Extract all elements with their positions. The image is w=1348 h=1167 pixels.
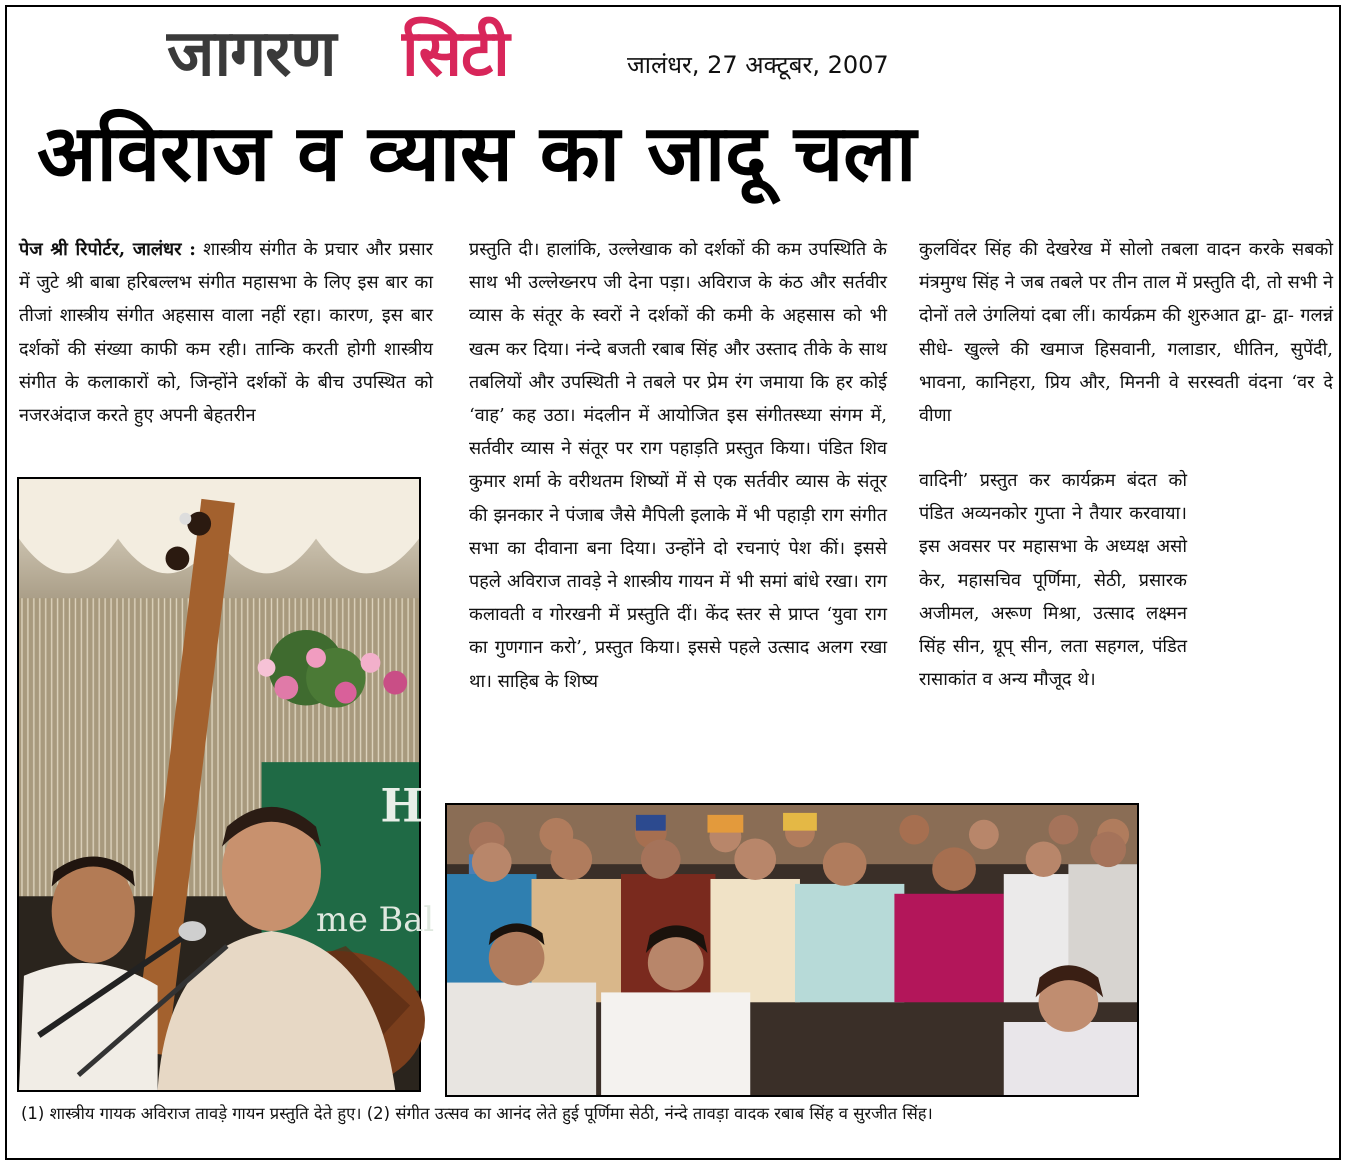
headline: अविराज व व्यास का जादू चला xyxy=(37,109,917,199)
masthead-brand-jagran: जागरण xyxy=(167,17,336,91)
banner-letter: H xyxy=(380,778,424,833)
column-1-text: शास्त्रीय संगीत के प्रचार और प्रसार में जुटे श्री बाबा हरिबल्लभ संगीत महासभा के लिए इस बार का तीजां शास्त्रीय संगीत अहसास वाला नहीं रहा। कारण, इस बार दर्शकों की संख्या काफी कम रही। तान्कि करती होगी शास्त्रीय संगीत के कलाकारों को, जिन्होंने दर्शकों के बीच उपस्थित को नजरअंदाज करते हुए अपनी बेहतरीन xyxy=(19,239,433,427)
article-column-1 xyxy=(19,233,433,465)
column-2-text: प्रस्तुति दी। हालांकि, उल्लेखाक को दर्शकों की कम उपस्थिति के साथ भी उल्लेख्नरप जी देना पड़ा। अविराज के कंठ और सर्तवीर व्यास के संतूर के स्वरों ने दर्शकों की कमी के अहसास को भी खत्म कर दिया। नंन्दे बजती रबाब सिंह और उस्ताद तीके के साथ तबलियों और उपस्थिती ने तबले पर प्रेम रंग जमाया कि हर कोई ‘वाह’ कह उठा। मंदलीन में आयोजित इस संगीतस्ध्या संगम में, सर्तवीर व्यास ने संतूर पर राग पहाड़ति प्रस्तुत किया। पंडित शिव कुमार शर्मा के वरीथतम शिष्यों में से एक सर्तवीर व्यास के संतूर की झनकार ने पंजाब जैसे मैपिली इलाके में भी पहाड़ी राग संगीत सभा का दीवाना बना दिया। उन्होंने दो रचनाएं पेश कीं। इससे पहले अविराज तावड़े ने शास्त्रीय गायन में भी समां बांधे रखा। राग कलावती व गोरखनी में प्रस्तुति दीं। केंद स्तर से प्राप्त ‘युवा राग का गुणगान करो’, प्रस्तुत किया। इससे पहले उत्साद अलग रखा था। साहिब के शिष्य xyxy=(469,239,887,692)
photo-caption: (1) शास्त्रीय गायक अविराज तावड़े गायन प्रस्तुति देते हुए। (2) संगीत उत्सव का आनंद लेते हुई पूर्णिमा सेठी, नंन्दे तावड़ा वादक रबाब सिंह व सुरजीत सिंह। xyxy=(21,1104,933,1123)
article-column-2 xyxy=(469,233,887,791)
article-column-3-continued xyxy=(919,464,1187,799)
column-3-text: कुलविंदर सिंह की देखरेख में सोलो तबला वादन करके सबको मंत्रमुग्ध सिंह ने जब तबले पर तीन ताल में प्रस्तुति दी, तो सभी ने दोनों तले उंगलियां दबा लीं। कार्यक्रम की शुरुआत द्वा- द्वा- गलन्नं सीधे- खुल्ले की खमाज हिसवानी, गलाडार, धीतिन, सुपेंदी, भावना, कानिहरा, प्रिय और, मिननी वे सरस्वती वंदना ‘वर दे वीणा xyxy=(919,239,1333,427)
photo-audience xyxy=(445,803,1139,1097)
article-column-3 xyxy=(919,233,1333,469)
dateline: जालंधर, 27 अक्टूबर, 2007 xyxy=(627,51,889,79)
newspaper-clipping xyxy=(5,5,1341,1160)
byline: पेज श्री रिपोर्टर, जालंधर : xyxy=(19,239,196,260)
photo-singer-illustration xyxy=(19,479,435,1090)
photo-audience-illustration xyxy=(447,805,1137,1095)
banner-text: me Bal xyxy=(316,899,435,940)
column-3b-text: वादिनी’ प्रस्तुत कर कार्यक्रम बंदत को पंडित अव्यनकोर गुप्ता ने तैयार करवाया। इस अवसर पर महासभा के अध्यक्ष असो केर, महासचिव पूर्णिमा, सेठी, प्रसारक अजीमल, अरूण मिश्रा, उत्साद लक्ष्मन सिंह सीन, ग्रूप् सीन, लता सहगल, पंडित रासाकांत व अन्य मौजूद थे। xyxy=(919,470,1187,691)
photo-singer-performing xyxy=(17,477,435,1092)
masthead-brand-city: सिटी xyxy=(402,17,509,91)
